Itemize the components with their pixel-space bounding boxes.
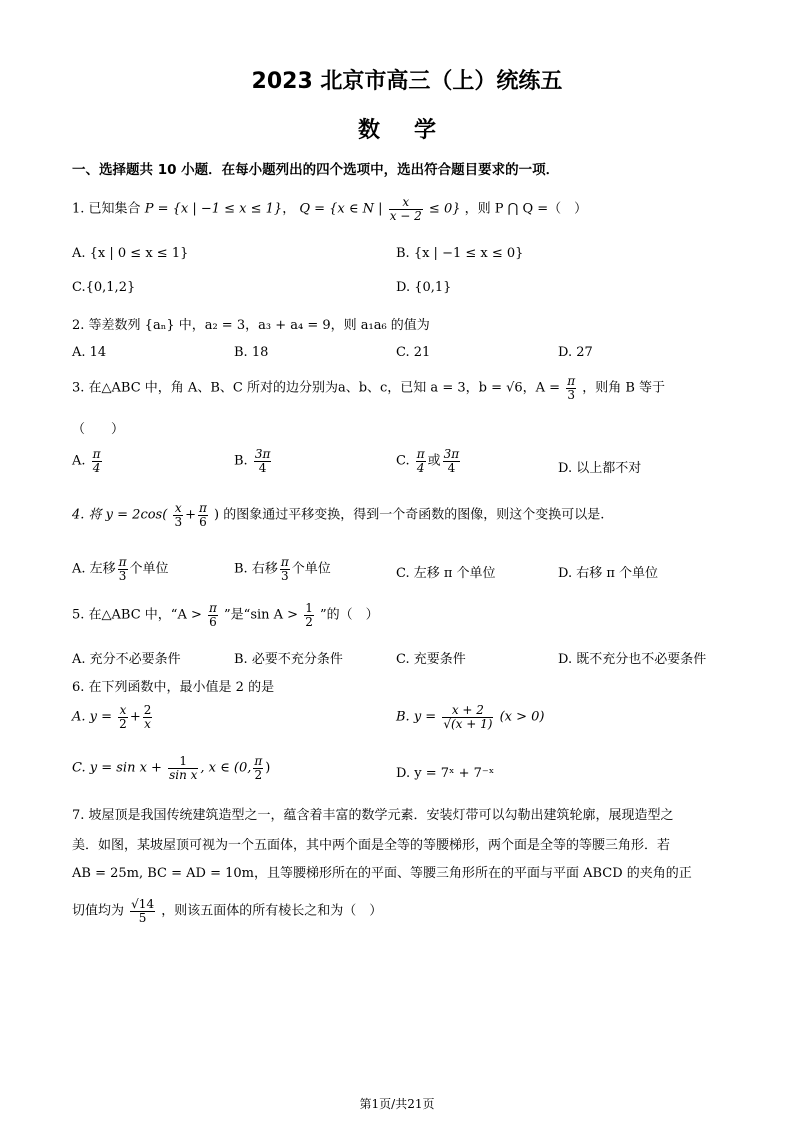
q3-text: 3. 在△ABC 中，角 A、B、C 所对的边分别为a、b、c，已知 a = 3，b = √6，A = — [72, 380, 561, 396]
q6-option-a: A. y = $\frac{x}{2}$ + $\frac{2}{x}$ — [72, 703, 152, 731]
q3-option-c: C. $\frac{\pi}{4}$ 或 $\frac{3\pi}{4}$ — [396, 447, 460, 475]
section-heading: 一、选择题共 10 小题．在每小题列出的四个选项中，选出符合题目要求的一项． — [72, 162, 560, 178]
q5-option-a: A. 充分不必要条件 — [72, 652, 181, 667]
subject-heading: 数学 — [357, 118, 470, 143]
q4-option-a: A. 左移 $\frac{\pi}{3}$ 个单位 — [72, 555, 169, 583]
q2-option-d: D. 27 — [558, 345, 593, 360]
q6-option-b: B. y = $\frac{x + 2}{√(x + 1)}$ (x > 0) — [396, 703, 545, 731]
q5-option-d: D. 既不充分也不必要条件 — [558, 652, 707, 667]
q7-line-4: 切值均为 $\frac{√14}{5}$ ，则该五面体的所有棱长之和为（ ） — [72, 897, 383, 925]
page-footer: 第1页/共21页 — [359, 1097, 435, 1111]
q3-option-a: A. $\frac{\pi}{4}$ — [72, 447, 101, 475]
question-5: 5. 在△ABC 中，“A > $\frac{\pi}{6}$ ”是“sin A > $\frac{1}{2}$ ”的（ ） — [72, 601, 379, 629]
question-3 — [72, 375, 665, 401]
q3-tail: ，则角 B 等于 — [582, 380, 666, 396]
q4-option-c: C. 左移 π 个单位 — [396, 566, 496, 581]
q7-line-2: 美．如图，某坡屋顶可视为一个五面体，其中两个面是全等的等腰梯形，两个面是全等的等腰三角形．若 — [72, 838, 671, 853]
q1-suffix: ，则 P ⋂ Q =（ ） — [464, 201, 588, 217]
page-title: 2023 北京市高三（上）统练五 — [251, 69, 563, 94]
q1-set-p: P = {x | −1 ≤ x ≤ 1} — [144, 201, 283, 217]
q1-option-c: C.{0,1,2} — [72, 280, 136, 295]
q1-set-q-pre: Q = {x ∈ N | — [299, 201, 383, 217]
question-4: 4. 将 y = 2cos( $\frac{x}{3}$ + $\frac{\pi}{6}$ ) 的图象通过平移变换，得到一个奇函数的图像，则这个变换可以是. — [72, 501, 605, 529]
q1-option-d: D. {0,1} — [396, 280, 452, 295]
q6-option-c: C. y = sin x + $\frac{1}{\text{sin x}}$ , x ∈ (0, $\frac{\pi}{2}$ ) — [72, 754, 271, 782]
question-1: 1. 已知集合 P = {x | −1 ≤ x ≤ 1}， Q = {x ∈ N | $\frac{x}{x - 2}$ ≤ 0} ，则 P ⋂ Q =（ ） — [72, 195, 588, 223]
q2-option-b: B. 18 — [234, 345, 269, 360]
q6-option-d: D. y = 7ˣ + 7⁻ˣ — [396, 766, 495, 781]
q7-line-3: AB = 25m, BC = AD = 10m，且等腰梯形所在的平面、等腰三角形所在的平面与平面 ABCD 的夹角的正 — [72, 866, 692, 881]
q1-prefix: 1. 已知集合 — [72, 201, 141, 217]
question-6: 6. 在下列函数中，最小值是 2 的是 — [72, 680, 275, 695]
q1-fraction: $\frac{x}{x - 2}$ — [389, 195, 422, 223]
q1-set-q-post: ≤ 0} — [428, 201, 461, 217]
q2-option-a: A. 14 — [72, 345, 107, 360]
question-2: 2. 等差数列 {aₙ} 中，a₂ = 3，a₃ + a₄ = 9，则 a₁a₆ 的值为 — [72, 318, 430, 333]
q7-line-1: 7. 坡屋顶是我国传统建筑造型之一，蕴含着丰富的数学元素．安装灯带可以勾勒出建筑轮廓，展现造型之 — [72, 808, 674, 823]
q4-option-b: B. 右移 $\frac{\pi}{3}$ 个单位 — [234, 555, 331, 583]
q3-option-b: B. $\frac{3\pi}{4}$ — [234, 447, 271, 475]
q1-option-b: B. {x | −1 ≤ x ≤ 0} — [396, 246, 524, 261]
q3-option-d: D. 以上都不对 — [558, 461, 642, 476]
q3-fraction: $\frac{\pi}{3}$ — [567, 374, 576, 402]
q5-option-c: C. 充要条件 — [396, 652, 466, 667]
q1-option-a: A. {x | 0 ≤ x ≤ 1} — [72, 246, 189, 261]
q4-option-d: D. 右移 π 个单位 — [558, 566, 659, 581]
q5-option-b: B. 必要不充分条件 — [234, 652, 343, 667]
q2-option-c: C. 21 — [396, 345, 431, 360]
q3-paren: （ ） — [72, 422, 125, 437]
